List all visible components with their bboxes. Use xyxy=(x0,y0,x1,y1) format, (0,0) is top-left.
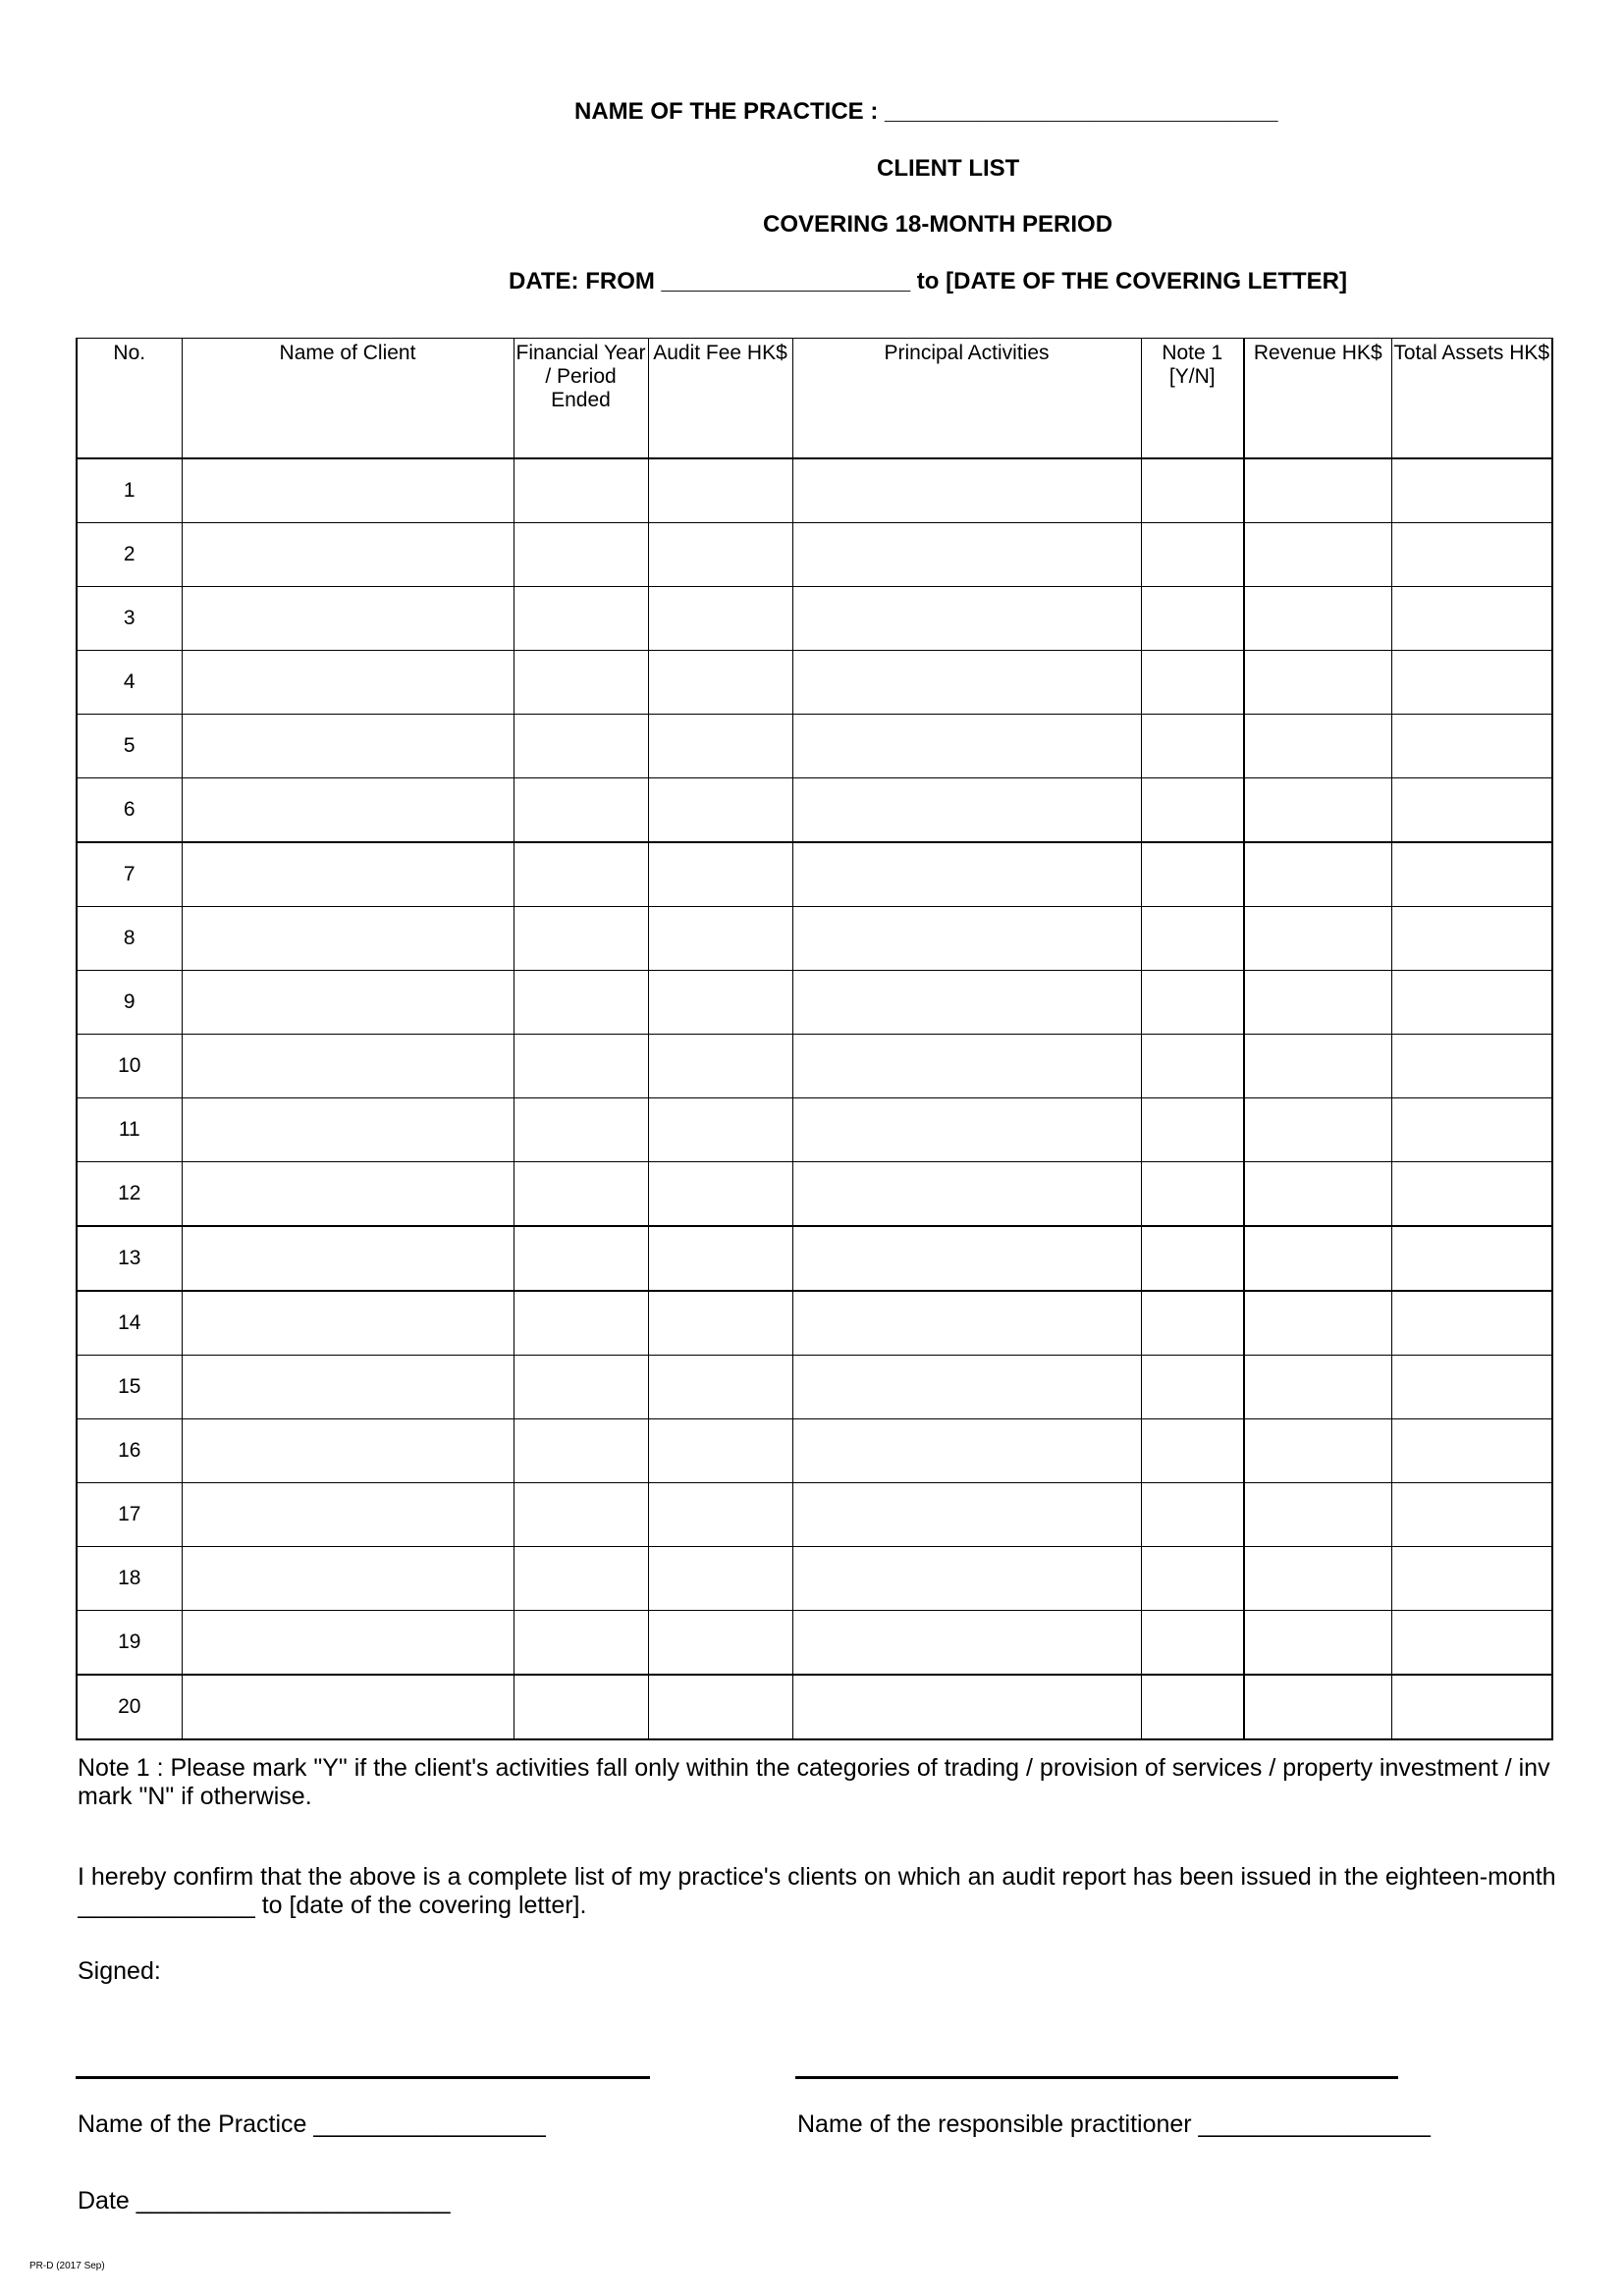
cell-total-assets[interactable] xyxy=(1391,778,1552,843)
cell-audit-fee[interactable] xyxy=(648,1162,792,1227)
cell-client-name[interactable] xyxy=(182,778,514,843)
cell-audit-fee[interactable] xyxy=(648,651,792,715)
column-header-note1: Note 1 [Y/N] xyxy=(1141,339,1244,459)
cell-financial-year[interactable] xyxy=(514,651,648,715)
cell-note1[interactable] xyxy=(1141,1162,1244,1227)
date-label: Date _______________________ xyxy=(78,2187,451,2215)
cell-client-name[interactable] xyxy=(182,587,514,651)
page-title: CLIENT LIST xyxy=(877,155,1020,182)
cell-total-assets[interactable] xyxy=(1391,715,1552,778)
cell-financial-year[interactable] xyxy=(514,715,648,778)
cell-audit-fee[interactable] xyxy=(648,1419,792,1483)
cell-client-name[interactable] xyxy=(182,1611,514,1676)
cell-financial-year[interactable] xyxy=(514,1419,648,1483)
cell-revenue[interactable] xyxy=(1244,1291,1391,1356)
column-header-client-name: Name of Client xyxy=(182,339,514,459)
cell-audit-fee[interactable] xyxy=(648,778,792,843)
cell-client-name[interactable] xyxy=(182,971,514,1035)
cell-principal-activities[interactable] xyxy=(792,1035,1141,1098)
table-row xyxy=(77,1675,1552,1739)
cell-revenue[interactable] xyxy=(1244,458,1391,523)
cell-principal-activities[interactable] xyxy=(792,778,1141,843)
cell-note1[interactable] xyxy=(1141,971,1244,1035)
column-header-total-assets: Total Assets HK$ xyxy=(1391,339,1552,459)
cell-total-assets[interactable] xyxy=(1391,842,1552,907)
cell-total-assets[interactable] xyxy=(1391,458,1552,523)
cell-principal-activities[interactable] xyxy=(792,715,1141,778)
table-row xyxy=(77,1162,1552,1227)
cell-revenue[interactable] xyxy=(1244,1162,1391,1227)
cell-revenue[interactable] xyxy=(1244,1035,1391,1098)
cell-principal-activities[interactable] xyxy=(792,523,1141,587)
cell-no: 8 xyxy=(77,907,182,971)
cell-total-assets[interactable] xyxy=(1391,651,1552,715)
table-row xyxy=(77,1291,1552,1356)
cell-revenue[interactable] xyxy=(1244,715,1391,778)
cell-client-name[interactable] xyxy=(182,715,514,778)
cell-note1[interactable] xyxy=(1141,1419,1244,1483)
confirmation-text xyxy=(78,1863,1560,1920)
cell-total-assets[interactable] xyxy=(1391,1611,1552,1676)
cell-audit-fee[interactable] xyxy=(648,907,792,971)
note-1-text xyxy=(78,1754,1560,1811)
cell-no: 6 xyxy=(77,778,182,843)
cell-note1[interactable] xyxy=(1141,458,1244,523)
cell-no: 14 xyxy=(77,1291,182,1356)
cell-revenue[interactable] xyxy=(1244,523,1391,587)
cell-audit-fee[interactable] xyxy=(648,1356,792,1419)
practice-name-heading: NAME OF THE PRACTICE : ______________________________ xyxy=(574,98,1278,125)
cell-audit-fee[interactable] xyxy=(648,1291,792,1356)
table-row xyxy=(77,715,1552,778)
cell-principal-activities[interactable] xyxy=(792,1291,1141,1356)
cell-client-name[interactable] xyxy=(182,1098,514,1162)
table-row xyxy=(77,1419,1552,1483)
cell-total-assets[interactable] xyxy=(1391,523,1552,587)
cell-total-assets[interactable] xyxy=(1391,1035,1552,1098)
cell-total-assets[interactable] xyxy=(1391,971,1552,1035)
cell-note1[interactable] xyxy=(1141,1356,1244,1419)
cell-note1[interactable] xyxy=(1141,907,1244,971)
cell-note1[interactable] xyxy=(1141,1675,1244,1739)
cell-principal-activities[interactable] xyxy=(792,651,1141,715)
form-code: PR-D (2017 Sep) xyxy=(29,2261,105,2271)
cell-principal-activities[interactable] xyxy=(792,842,1141,907)
practitioner-signature-line xyxy=(795,2076,1398,2079)
cell-revenue[interactable] xyxy=(1244,1226,1391,1291)
cell-total-assets[interactable] xyxy=(1391,1356,1552,1419)
cell-principal-activities[interactable] xyxy=(792,458,1141,523)
cell-principal-activities[interactable] xyxy=(792,1098,1141,1162)
cell-financial-year[interactable] xyxy=(514,1611,648,1676)
cell-audit-fee[interactable] xyxy=(648,1611,792,1676)
cell-client-name[interactable] xyxy=(182,907,514,971)
cell-financial-year[interactable] xyxy=(514,1226,648,1291)
cell-revenue[interactable] xyxy=(1244,1547,1391,1611)
cell-principal-activities[interactable] xyxy=(792,1483,1141,1547)
table-row xyxy=(77,778,1552,843)
cell-no: 9 xyxy=(77,971,182,1035)
cell-financial-year[interactable] xyxy=(514,1035,648,1098)
cell-total-assets[interactable] xyxy=(1391,1291,1552,1356)
cell-total-assets[interactable] xyxy=(1391,907,1552,971)
cell-audit-fee[interactable] xyxy=(648,1547,792,1611)
cell-note1[interactable] xyxy=(1141,1035,1244,1098)
cell-no: 12 xyxy=(77,1162,182,1227)
cell-note1[interactable] xyxy=(1141,651,1244,715)
cell-no: 7 xyxy=(77,842,182,907)
cell-revenue[interactable] xyxy=(1244,971,1391,1035)
cell-financial-year[interactable] xyxy=(514,1356,648,1419)
cell-note1[interactable] xyxy=(1141,778,1244,843)
cell-no: 15 xyxy=(77,1356,182,1419)
cell-client-name[interactable] xyxy=(182,651,514,715)
cell-principal-activities[interactable] xyxy=(792,907,1141,971)
cell-total-assets[interactable] xyxy=(1391,1162,1552,1227)
table-row xyxy=(77,1035,1552,1098)
cell-principal-activities[interactable] xyxy=(792,971,1141,1035)
cell-audit-fee[interactable] xyxy=(648,1098,792,1162)
cell-note1[interactable] xyxy=(1141,587,1244,651)
cell-no: 3 xyxy=(77,587,182,651)
note-1-line-2: mark "N" if otherwise. xyxy=(78,1783,312,1810)
column-header-financial-year: Financial Year / Period Ended xyxy=(514,339,648,459)
cell-no: 11 xyxy=(77,1098,182,1162)
cell-principal-activities[interactable] xyxy=(792,1226,1141,1291)
cell-financial-year[interactable] xyxy=(514,907,648,971)
cell-financial-year[interactable] xyxy=(514,1162,648,1227)
table-row xyxy=(77,1483,1552,1547)
cell-revenue[interactable] xyxy=(1244,1483,1391,1547)
table-row xyxy=(77,907,1552,971)
cell-principal-activities[interactable] xyxy=(792,1547,1141,1611)
cell-note1[interactable] xyxy=(1141,715,1244,778)
cell-total-assets[interactable] xyxy=(1391,1098,1552,1162)
page-subtitle: COVERING 18-MONTH PERIOD xyxy=(763,211,1113,238)
cell-revenue[interactable] xyxy=(1244,1419,1391,1483)
cell-audit-fee[interactable] xyxy=(648,1035,792,1098)
cell-revenue[interactable] xyxy=(1244,1675,1391,1739)
column-header-principal-activities: Principal Activities xyxy=(792,339,1141,459)
cell-financial-year[interactable] xyxy=(514,523,648,587)
cell-note1[interactable] xyxy=(1141,523,1244,587)
cell-revenue[interactable] xyxy=(1244,651,1391,715)
cell-audit-fee[interactable] xyxy=(648,1226,792,1291)
cell-no: 13 xyxy=(77,1226,182,1291)
confirmation-line-1: I hereby confirm that the above is a complete list of my practice's clients on which an audit report has been issued in the eighteen-month xyxy=(78,1863,1556,1891)
cell-client-name[interactable] xyxy=(182,523,514,587)
cell-client-name[interactable] xyxy=(182,1291,514,1356)
confirmation-line-2: _____________ to [date of the covering letter]. xyxy=(78,1892,587,1919)
cell-client-name[interactable] xyxy=(182,842,514,907)
cell-no: 17 xyxy=(77,1483,182,1547)
cell-client-name[interactable] xyxy=(182,1547,514,1611)
cell-financial-year[interactable] xyxy=(514,1675,648,1739)
cell-audit-fee[interactable] xyxy=(648,1483,792,1547)
cell-audit-fee[interactable] xyxy=(648,587,792,651)
practice-name-label: Name of the Practice _________________ xyxy=(78,2110,546,2138)
cell-revenue[interactable] xyxy=(1244,907,1391,971)
table-row xyxy=(77,1547,1552,1611)
table-row xyxy=(77,971,1552,1035)
cell-principal-activities[interactable] xyxy=(792,1675,1141,1739)
cell-client-name[interactable] xyxy=(182,1483,514,1547)
cell-client-name[interactable] xyxy=(182,1675,514,1739)
cell-client-name[interactable] xyxy=(182,458,514,523)
cell-audit-fee[interactable] xyxy=(648,458,792,523)
cell-financial-year[interactable] xyxy=(514,842,648,907)
table-row xyxy=(77,1098,1552,1162)
cell-financial-year[interactable] xyxy=(514,587,648,651)
cell-principal-activities[interactable] xyxy=(792,1356,1141,1419)
table-row xyxy=(77,1356,1552,1419)
cell-financial-year[interactable] xyxy=(514,458,648,523)
practice-signature-line xyxy=(76,2076,650,2079)
cell-note1[interactable] xyxy=(1141,1226,1244,1291)
table-row xyxy=(77,1226,1552,1291)
column-header-revenue: Revenue HK$ xyxy=(1244,339,1391,459)
cell-client-name[interactable] xyxy=(182,1162,514,1227)
cell-audit-fee[interactable] xyxy=(648,523,792,587)
table-row xyxy=(77,651,1552,715)
cell-client-name[interactable] xyxy=(182,1226,514,1291)
cell-no: 18 xyxy=(77,1547,182,1611)
cell-no: 2 xyxy=(77,523,182,587)
date-range-heading: DATE: FROM ___________________ to [DATE OF THE COVERING LETTER] xyxy=(509,268,1348,294)
client-list-table xyxy=(76,338,1553,1740)
cell-note1[interactable] xyxy=(1141,1611,1244,1676)
cell-principal-activities[interactable] xyxy=(792,1611,1141,1676)
cell-no: 5 xyxy=(77,715,182,778)
responsible-practitioner-label: Name of the responsible practitioner _________________ xyxy=(797,2110,1431,2138)
cell-no: 4 xyxy=(77,651,182,715)
note-1-line-1: Note 1 : Please mark "Y" if the client's activities fall only within the categories of trading / provision of services / property investment / inv xyxy=(78,1754,1550,1782)
table-row xyxy=(77,458,1552,523)
cell-financial-year[interactable] xyxy=(514,1547,648,1611)
cell-audit-fee[interactable] xyxy=(648,971,792,1035)
cell-principal-activities[interactable] xyxy=(792,1162,1141,1227)
cell-note1[interactable] xyxy=(1141,1547,1244,1611)
cell-audit-fee[interactable] xyxy=(648,715,792,778)
table-row xyxy=(77,842,1552,907)
cell-financial-year[interactable] xyxy=(514,971,648,1035)
cell-total-assets[interactable] xyxy=(1391,1547,1552,1611)
cell-financial-year[interactable] xyxy=(514,1098,648,1162)
cell-total-assets[interactable] xyxy=(1391,1675,1552,1739)
cell-principal-activities[interactable] xyxy=(792,1419,1141,1483)
cell-client-name[interactable] xyxy=(182,1035,514,1098)
cell-revenue[interactable] xyxy=(1244,1356,1391,1419)
cell-revenue[interactable] xyxy=(1244,587,1391,651)
cell-principal-activities[interactable] xyxy=(792,587,1141,651)
cell-client-name[interactable] xyxy=(182,1419,514,1483)
cell-note1[interactable] xyxy=(1141,1291,1244,1356)
cell-no: 1 xyxy=(77,458,182,523)
cell-total-assets[interactable] xyxy=(1391,1226,1552,1291)
cell-no: 19 xyxy=(77,1611,182,1676)
cell-no: 10 xyxy=(77,1035,182,1098)
cell-revenue[interactable] xyxy=(1244,1611,1391,1676)
cell-audit-fee[interactable] xyxy=(648,842,792,907)
table-row xyxy=(77,523,1552,587)
column-header-no: No. xyxy=(77,339,182,459)
cell-audit-fee[interactable] xyxy=(648,1675,792,1739)
cell-note1[interactable] xyxy=(1141,1483,1244,1547)
cell-revenue[interactable] xyxy=(1244,1098,1391,1162)
cell-financial-year[interactable] xyxy=(514,778,648,843)
cell-total-assets[interactable] xyxy=(1391,1419,1552,1483)
table-row xyxy=(77,587,1552,651)
column-header-audit-fee: Audit Fee HK$ xyxy=(648,339,792,459)
table-row xyxy=(77,1611,1552,1676)
table-header-row xyxy=(77,339,1552,459)
cell-client-name[interactable] xyxy=(182,1356,514,1419)
cell-revenue[interactable] xyxy=(1244,842,1391,907)
cell-no: 16 xyxy=(77,1419,182,1483)
cell-revenue[interactable] xyxy=(1244,778,1391,843)
cell-financial-year[interactable] xyxy=(514,1291,648,1356)
signed-label: Signed: xyxy=(78,1957,161,1985)
cell-total-assets[interactable] xyxy=(1391,587,1552,651)
cell-financial-year[interactable] xyxy=(514,1483,648,1547)
cell-note1[interactable] xyxy=(1141,842,1244,907)
cell-total-assets[interactable] xyxy=(1391,1483,1552,1547)
cell-no: 20 xyxy=(77,1675,182,1739)
cell-note1[interactable] xyxy=(1141,1098,1244,1162)
